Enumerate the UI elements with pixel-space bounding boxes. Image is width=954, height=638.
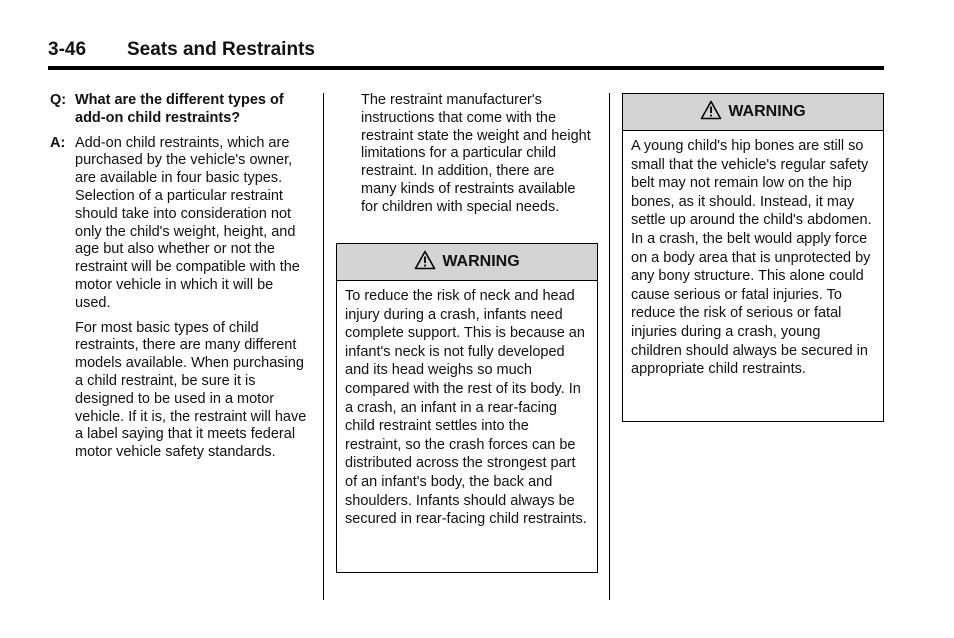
warning-box bbox=[622, 93, 884, 422]
warning-title: WARNING bbox=[728, 103, 806, 120]
column-divider bbox=[609, 93, 610, 600]
warning-title: WARNING bbox=[442, 253, 520, 270]
page-header bbox=[48, 38, 884, 70]
answer-label: A: bbox=[50, 134, 66, 151]
answer-block bbox=[50, 135, 312, 313]
warning-header bbox=[337, 244, 597, 281]
warning-text: To reduce the risk of neck and head injury during a crash, infants need complete support. This is because an infant's neck is not fully developed and its head weighs so much compared with the rest of its body. In a crash, an infant in a rear-facing child restraint settles into the restraint, so the crash forces can be distributed across the strongest part of an infant's body, the back and shoulders. Infants should always be secured in rear-facing child restraints. bbox=[345, 288, 587, 528]
section-title: Seats and Restraints bbox=[127, 39, 315, 60]
warning-text: A young child's hip bones are still so small that the vehicle's regular safety belt may not remain low on the hip bones, as it should. Instead, it may settle up around the child's abdomen. In a crash, the belt would apply force on a body area that is unprotected by any bony structure. This alone could cause serious or fatal injuries. To reduce the risk of serious or fatal injuries during a crash, young children should always be secured in appropriate child restraints. bbox=[631, 138, 872, 378]
column-2 bbox=[361, 92, 593, 217]
body-paragraph: The restraint manufacturer's instructions that come with the restraint state the weight and height limitations for a particular child restraint. In addition, there are many kinds of restraints available for children with special needs. bbox=[361, 92, 591, 215]
question-text: What are the different types of add-on child restraints? bbox=[75, 92, 284, 126]
page-number: 3-46 bbox=[48, 39, 87, 60]
question-label: Q: bbox=[50, 92, 67, 108]
warning-triangle-icon bbox=[414, 250, 442, 275]
column-1 bbox=[50, 92, 312, 462]
warning-triangle-icon bbox=[700, 100, 728, 125]
body-paragraph: For most basic types of child restraints, there are many different models available. When purchasing a child restraint, be sure it is designed to be used in a motor vehicle. If it is, the restraint will have a label saying that it meets federal motor vehicle safety standards. bbox=[75, 319, 307, 461]
warning-header bbox=[623, 94, 883, 131]
warning-box bbox=[336, 243, 598, 573]
column-divider bbox=[323, 93, 324, 600]
question-block bbox=[50, 92, 312, 128]
answer-text: Add-on child restraints, which are purchased by the vehicle's owner, are available in four basic types. Selection of a particular restraint should take into consideration not only the child's weight, height, and age but also whether or not the restraint will be compatible with the motor vehicle in which it will be used. bbox=[75, 134, 300, 311]
